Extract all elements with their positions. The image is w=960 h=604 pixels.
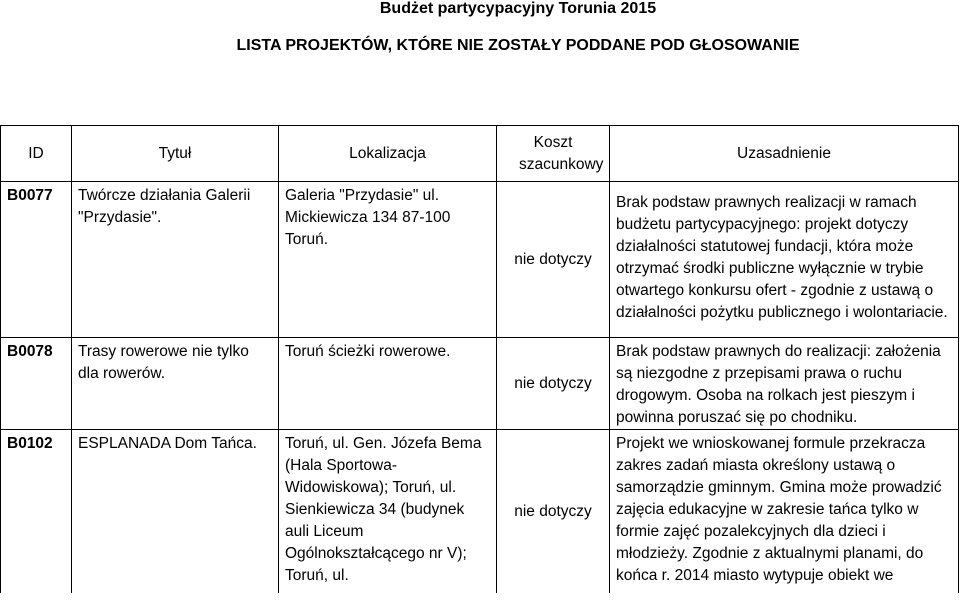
column-header-location: Lokalizacja bbox=[279, 126, 497, 182]
project-reason: Projekt we wnioskowanej formule przekracza zakres zadań miasta określony ustawą o samorządzie gminnym. Gmina może prowadzić zajęcia edukacyjne w zakresie tańca tylko w formie zajęć pozalekcyjnych dla dzieci i młodzieży. Zgodnie z aktualnymi planami, do końca r. 2014 miasto wytypuje obiekt we bbox=[610, 430, 959, 594]
projects-table bbox=[0, 125, 959, 593]
document-subtitle: LISTA PROJEKTÓW, KTÓRE NIE ZOSTAŁY PODDANE POD GŁOSOWANIE bbox=[236, 37, 800, 54]
table-row bbox=[1, 338, 959, 430]
project-cost: nie dotyczy bbox=[497, 430, 610, 594]
project-title: Twórcze działania Galerii "Przydasie". bbox=[72, 182, 279, 338]
document-title: Budżet partycypacyjny Torunia 2015 bbox=[379, 0, 657, 17]
project-location: Toruń ścieżki rowerowe. bbox=[279, 338, 497, 430]
project-reason: Brak podstaw prawnych do realizacji: założenia są niezgodne z przepisami prawa o ruchu drogowym. Osoba na rolkach jest pieszym i powinna poruszać się po chodniku. bbox=[610, 338, 959, 430]
table-row bbox=[1, 182, 959, 338]
project-title: Trasy rowerowe nie tylko dla rowerów. bbox=[72, 338, 279, 430]
project-id: B0102 bbox=[1, 430, 72, 594]
project-reason: Brak podstaw prawnych realizacji w ramach budżetu partycypacyjnego: projekt dotyczy działalności statutowej fundacji, która może otrzymać środki publiczne wyłącznie w trybie otwartego konkursu ofert - zgodnie z ustawą o działalności pożytku publicznego i wolontariacie. bbox=[610, 182, 959, 338]
column-header-cost: Koszt szacunkowy bbox=[497, 126, 610, 182]
column-header-title: Tytuł bbox=[72, 126, 279, 182]
column-header-reason: Uzasadnienie bbox=[610, 126, 959, 182]
table-header-row bbox=[1, 126, 959, 182]
column-header-id: ID bbox=[1, 126, 72, 182]
project-id: B0077 bbox=[1, 182, 72, 338]
project-location: Galeria "Przydasie" ul. Mickiewicza 134 87-100 Toruń. bbox=[279, 182, 497, 338]
project-title: ESPLANADA Dom Tańca. bbox=[72, 430, 279, 594]
table-row bbox=[1, 430, 959, 594]
project-cost: nie dotyczy bbox=[497, 182, 610, 338]
project-location: Toruń, ul. Gen. Józefa Bema (Hala Sportowa-Widowiskowa); Toruń, ul. Sienkiewicza 34 (budynek auli Liceum Ogólnokształcącego nr V); Toruń, ul. bbox=[279, 430, 497, 594]
project-cost: nie dotyczy bbox=[497, 338, 610, 430]
project-id: B0078 bbox=[1, 338, 72, 430]
